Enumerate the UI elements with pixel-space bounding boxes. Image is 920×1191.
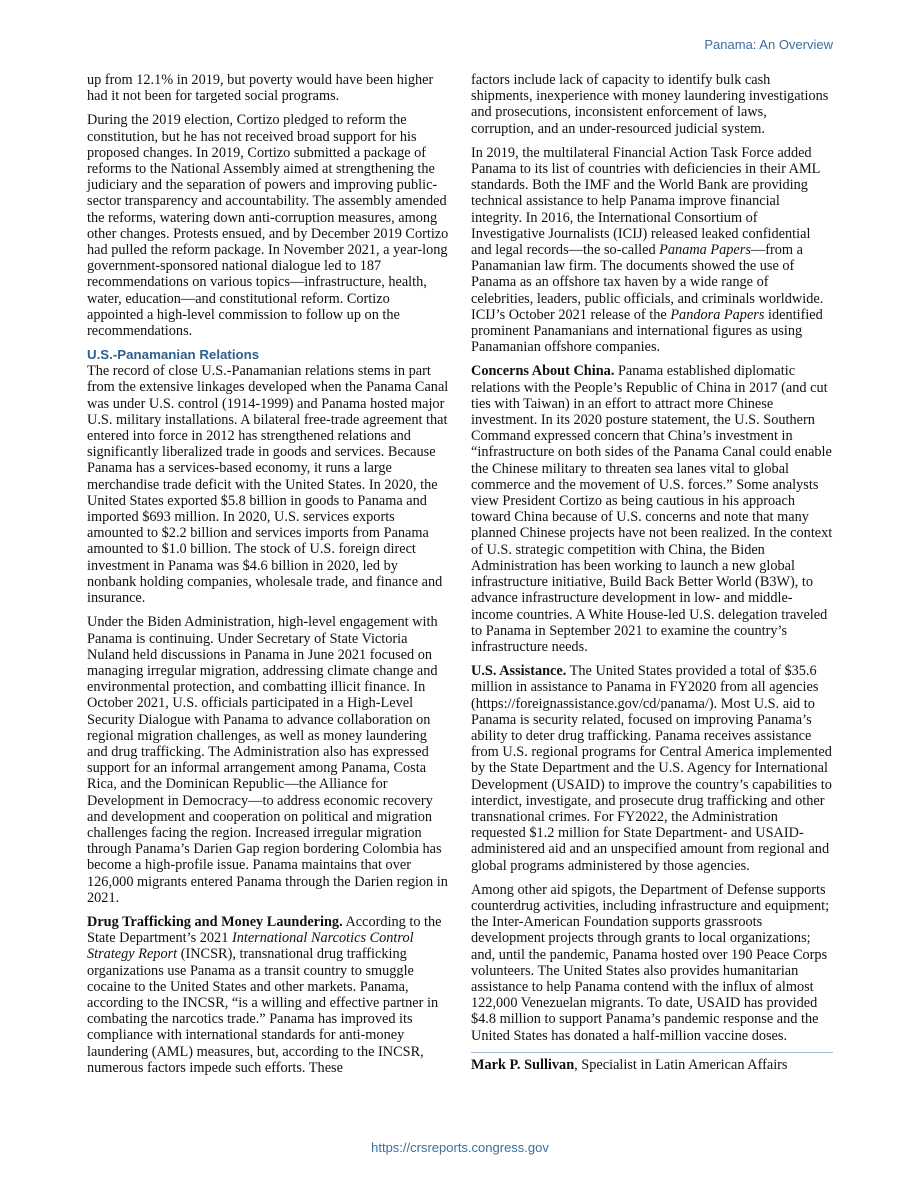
paragraph-trade-relations: The record of close U.S.-Panamanian relations stems in part from the extensive linkages developed when the Panama Canal was under U.S. control (1914-1999) and Panama hosted major U.S. military installations. A bilateral free-trade agreement that entered into force in 2012 has strengthened relations and significantly liberalized trade in goods and services. Because Panama has a services-based economy, it runs a large merchandise trade deficit with the United States. In 2020, the United States exported $5.8 billion in goods to Panama and imported $693 million. In 2020, U.S. services exports amounted to $2.2 billion and services imports from Panama amounted to $1.0 billion. The stock of U.S. foreign direct investment in Panama was $4.6 billion in 2020, led by nonbank holding companies, wholesale trade, and finance and insurance. <box>87 363 449 607</box>
paragraph-poverty: up from 12.1% in 2019, but poverty would have been higher had it not been for targeted social programs. <box>87 72 434 105</box>
text-run: In 2019, the multilateral Financial Action Task Force added Panama to its list of countries with deficiencies in their AML standards. Both the IMF and the World Bank are providing technical assistance to help Panama improve financial integrity. In 2016, the International Consortium of Investigative Journalists (ICIJ) released leaked confidential and legal records—the so-called <box>471 144 820 259</box>
paragraph-fatf-panama-papers <box>471 145 833 356</box>
page-header-title: Panama: An Overview <box>704 37 833 52</box>
text-run: Panama established diplomatic relations with the People’s Republic of China in 2017 (and cut ties with Taiwan) in an effort to attract more Chinese investment. In its 2020 posture statement, the U.S. Southern Command expressed concern that China’s investment in “infrastructure on both sides of the Panama Canal could enable the Chinese military to threaten sea lanes vital to global commerce and the movement of U.S. forces.” Some analysts view President Cortizo as being cautious in his approach toward China because of U.S. concerns and note that many planned Chinese projects have not been realized. In the context of U.S. strategic competition with China, the Biden Administration has been working to launch a new global infrastructure initiative, Build Back Better World (B3W), to advance infrastructure development in low- and middle-income countries. A White House-led U.S. delegation traveled to Panama in September 2021 to examine the country’s infrastructure needs. <box>471 363 833 655</box>
left-column <box>87 72 449 1084</box>
text-run: —from a Panamanian law firm. The documents showed the use of Panama as an offshore tax haven by a wide range of celebrities, leaders, public officials, and criminals worldwide. ICIJ’s October 2021 release of the <box>471 242 824 323</box>
runin-heading-china: Concerns About China. <box>471 363 615 380</box>
paragraph-other-aid: Among other aid spigots, the Department of Defense supports counterdrug activities, including infrastructure and equipment; the Inter-American Foundation supports grassroots development projects through grants to local organizations; and, until the pandemic, Panama hosted over 190 Peace Corps volunteers. The United States also provides humanitarian assistance to help Panama contend with the influx of almost 122,000 Venezuelan migrants. To date, USAID has provided $4.8 million to support Panama’s pandemic response and the United States has donated a half-million vaccine doses. <box>471 881 830 1044</box>
runin-heading-drug-trafficking: Drug Trafficking and Money Laundering. <box>87 913 343 930</box>
paragraph-aml-factors: factors include lack of capacity to identify bulk cash shipments, inexperience with money laundering investigations and prosecutions, inconsistent enforcement of laws, corruption, and an under-resourced judicial system. <box>471 72 829 137</box>
text-run: identified prominent Panamanians and international figures as using Panamanian offshore companies. <box>471 306 823 356</box>
footer-url-link[interactable]: https://crsreports.congress.gov <box>371 1140 549 1155</box>
text-run: (INCSR), transnational drug trafficking organizations use Panama as a transit country to smuggle cocaine to the United States and other markets. Panama, according to the INCSR, “is a willing and effective partner in combating the narcotics trade.” Panama has improved its compliance with international standards for anti-money laundering (AML) measures, but, according to the INCSR, numerous factors impede such efforts. These <box>87 946 439 1076</box>
text-run: According to the State Department’s 2021 <box>87 913 442 947</box>
paragraph-biden-engagement: Under the Biden Administration, high-level engagement with Panama is continuing. Under Secretary of State Victoria Nuland held discussions in Panama in June 2021 focused on managing irregular migration, addressing climate change and environmental protection, and combatting illicit finance. In October 2021, U.S. officials participated in a High-Level Security Dialogue with Panama to advance collaboration on regional migration challenges, as well as money laundering and drug trafficking. The Administration also has expressed support for an informal arrangement among Panama, Costa Rica, and the Dominican Republic—the Alliance for Development in Democracy—to address economic recovery and development and cooperation on political and migration challenges facing the region. Increased irregular migration through Panama’s Darien Gap region bordering Colombia has become a high-profile issue. Panama maintains that over 126,000 migrants entered Panama through the Darien region in 2021. <box>87 614 448 906</box>
report-title-italic: International Narcotics Control Strategy Report <box>87 930 414 963</box>
paragraph-constitutional-reform: During the 2019 election, Cortizo pledged to reform the constitution, but he has not received broad support for his proposed changes. In 2019, Cortizo submitted a package of reforms to the National Assembly aimed at strengthening the judiciary and the separation of powers and improving public-sector transparency and accountability. The assembly amended the reforms, watering down anti-corruption measures, among other changes. Protests ensued, and by December 2019 Cortizo had pulled the reform package. In November 2021, a year-long government-sponsored national dialogue led to 187 recommendations on various topics—infrastructure, health, water, education—and constitutional reform. Cortizo appointed a high-level commission to follow up on the recommendations. <box>87 112 449 340</box>
pandora-papers-italic: Pandora Papers <box>670 306 765 323</box>
paragraph-us-assistance <box>471 663 833 874</box>
runin-heading-us-assistance: U.S. Assistance. <box>471 663 567 680</box>
right-column <box>471 72 833 1073</box>
author-title: , Specialist in Latin American Affairs <box>574 1056 788 1073</box>
panama-papers-italic: Panama Papers <box>659 242 751 259</box>
paragraph-china-concerns <box>471 363 833 655</box>
author-line <box>471 1052 833 1073</box>
text-run: The United States provided a total of $35.6 million in assistance to Panama in FY2020 from all agencies (https://foreignassistance.gov/cd/panama/). Most U.S. aid to Panama is security related, focused on improving Panama’s ability to deter drug trafficking. Panama receives assistance from U.S. regional programs for Central America implemented by the State Department and the U.S. Agency for International Development (USAID) to improve the country’s capabilities to interdict, investigate, and prosecute drug trafficking and other transnational crimes. For FY2022, the Administration requested $1.2 million for State Department- and USAID-administered aid and an unspecified amount from regional and global programs administered by those agencies. <box>471 663 832 874</box>
paragraph-drug-trafficking <box>87 914 449 1076</box>
author-name: Mark P. Sullivan <box>471 1056 575 1073</box>
section-heading-us-panamanian-relations: U.S.-Panamanian Relations <box>87 347 260 363</box>
